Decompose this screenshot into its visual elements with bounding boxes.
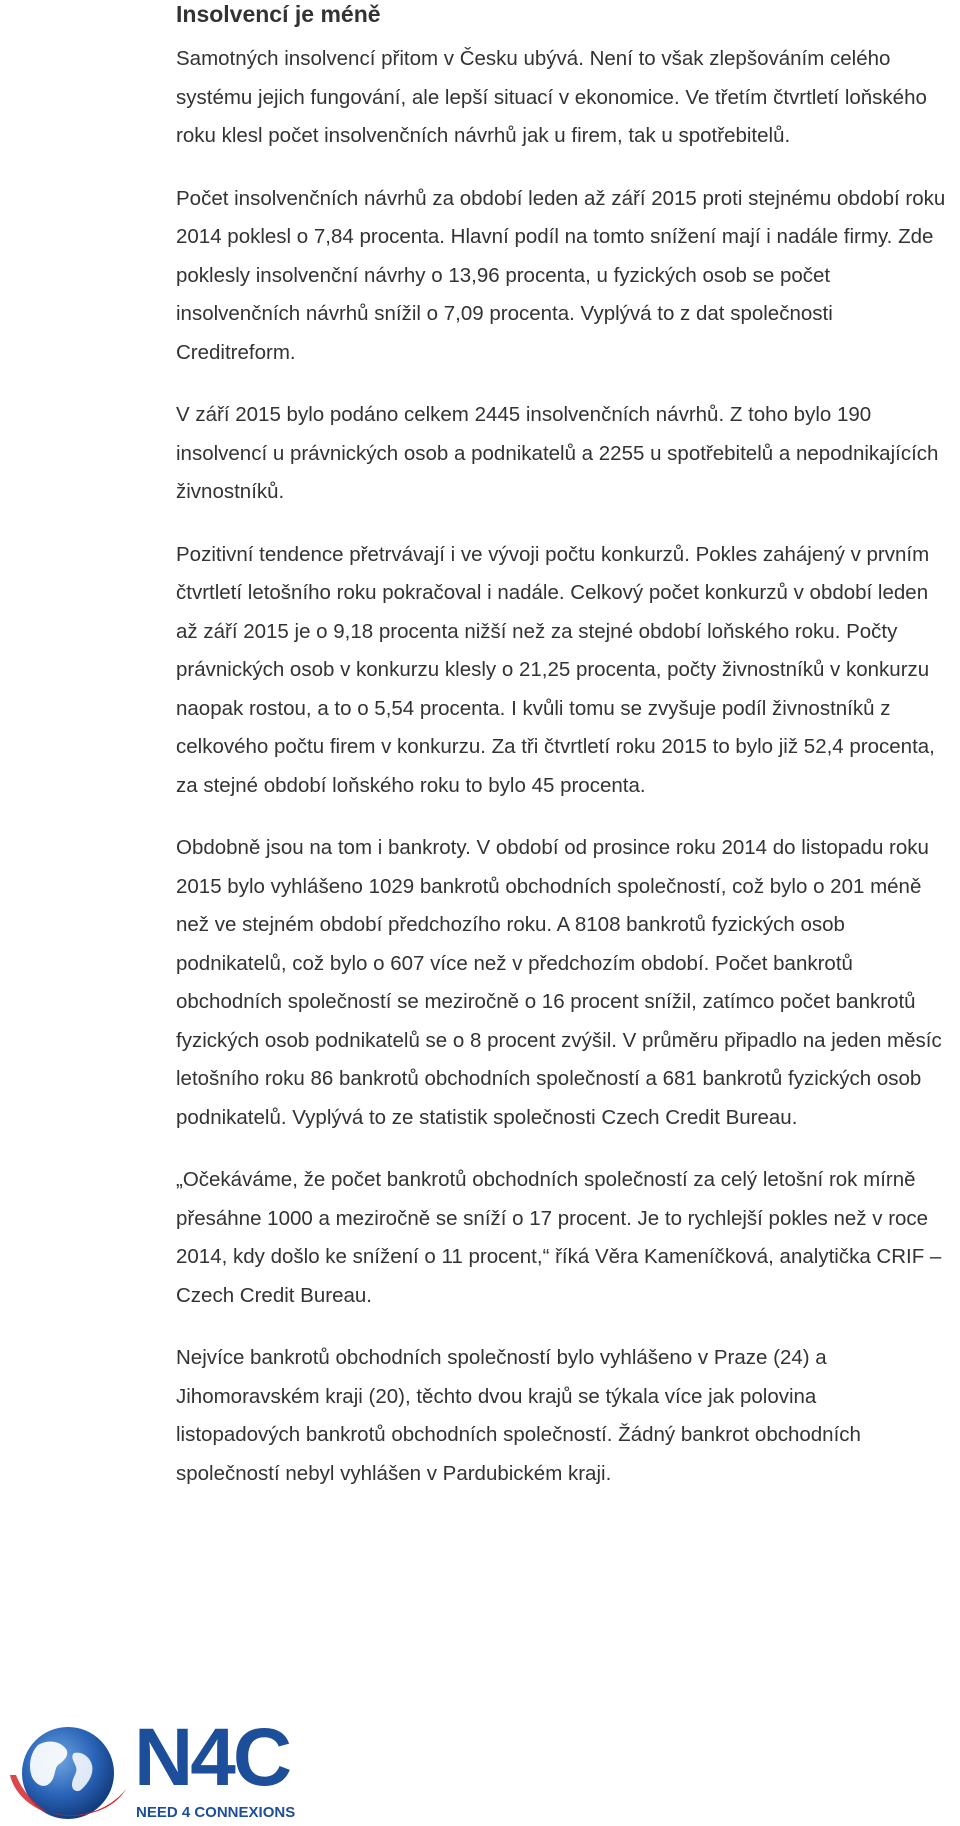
article-paragraph: V září 2015 bylo podáno celkem 2445 insolvenčních návrhů. Z toho bylo 190 insolvencí u právnických osob a podnikatelů a 2255 u spotřebitelů a nepodnikajících živnostníků. — [176, 403, 939, 503]
globe-icon — [8, 1723, 133, 1823]
logo-wordmark: N4C — [134, 1712, 290, 1803]
article-paragraph: Nejvíce bankrotů obchodních společností bylo vyhlášeno v Praze (24) a Jihomoravském kraji (20), těchto dvou krajů se týkala více jak polovina listopadových bankrotů obchodních společností. Žádný bankrot obchodních společností nebyl vyhlášen v Pardubickém kraji. — [176, 1346, 861, 1485]
n4c-logo — [0, 1713, 330, 1826]
article-paragraph: „Očekáváme, že počet bankrotů obchodních společností za celý letošní rok mírně přesáhne 1000 a meziročně se sníží o 17 procent. Je to rychlejší pokles než v roce 2014, kdy došlo ke snížení o 11 procent,“ říká Věra Kameníčková, analytička CRIF – Czech Credit Bureau. — [176, 1168, 942, 1307]
article-paragraph: Počet insolvenčních návrhů za období leden až září 2015 proti stejnému období roku 2014 poklesl o 7,84 procenta. Hlavní podíl na tomto snížení mají i nadále firmy. Zde poklesly insolvenční návrhy o 13,96 procenta, u fyzických osob se počet insolvenčních návrhů snížil o 7,09 procenta. Vyplývá to z dat společnosti Creditreform. — [176, 186, 946, 364]
article-title: Insolvencí je méně — [176, 1, 381, 27]
article — [176, 0, 960, 1517]
article-paragraph: Obdobně jsou na tom i bankroty. V období od prosince roku 2014 do listopadu roku 2015 bylo vyhlášeno 1029 bankrotů obchodních společností, což bylo o 201 méně než ve stejném období předchozího roku. A 8108 bankrotů fyzických osob podnikatelů, což bylo o 607 více než v předchozím období. Počet bankrotů obchodních společností se meziročně o 16 procent snížil, zatímco počet bankrotů fyzických osob podnikatelů se o 8 procent zvýšil. V průměru připadlo na jeden měsíc letošního roku 86 bankrotů obchodních společností a 681 bankrotů fyzických osob podnikatelů. Vyplývá to ze statistik společnosti Czech Credit Bureau. — [176, 836, 942, 1129]
article-paragraph: Pozitivní tendence přetrvávají i ve vývoji počtu konkurzů. Pokles zahájený v prvním čtvrtletí letošního roku pokračoval i nadále. Celkový počet konkurzů v období leden až září 2015 je o 9,18 procenta nižší než za stejné období loňského roku. Počty právnických osob v konkurzu klesly o 21,25 procenta, počty živnostníků v konkurzu naopak rostou, a to o 5,54 procenta. I kvůli tomu se zvyšuje podíl živnostníků z celkového počtu firem v konkurzu. Za tři čtvrtletí roku 2015 to bylo již 52,4 procenta, za stejné období loňského roku to bylo 45 procenta. — [176, 542, 935, 797]
article-paragraph: Samotných insolvencí přitom v Česku ubývá. Není to však zlepšováním celého systému jejich fungování, ale lepší situací v ekonomice. Ve třetím čtvrtletí loňského roku klesl počet insolvenčních návrhů jak u firem, tak u spotřebitelů. — [176, 47, 927, 147]
logo-tagline: NEED 4 CONNEXIONS — [136, 1804, 296, 1821]
